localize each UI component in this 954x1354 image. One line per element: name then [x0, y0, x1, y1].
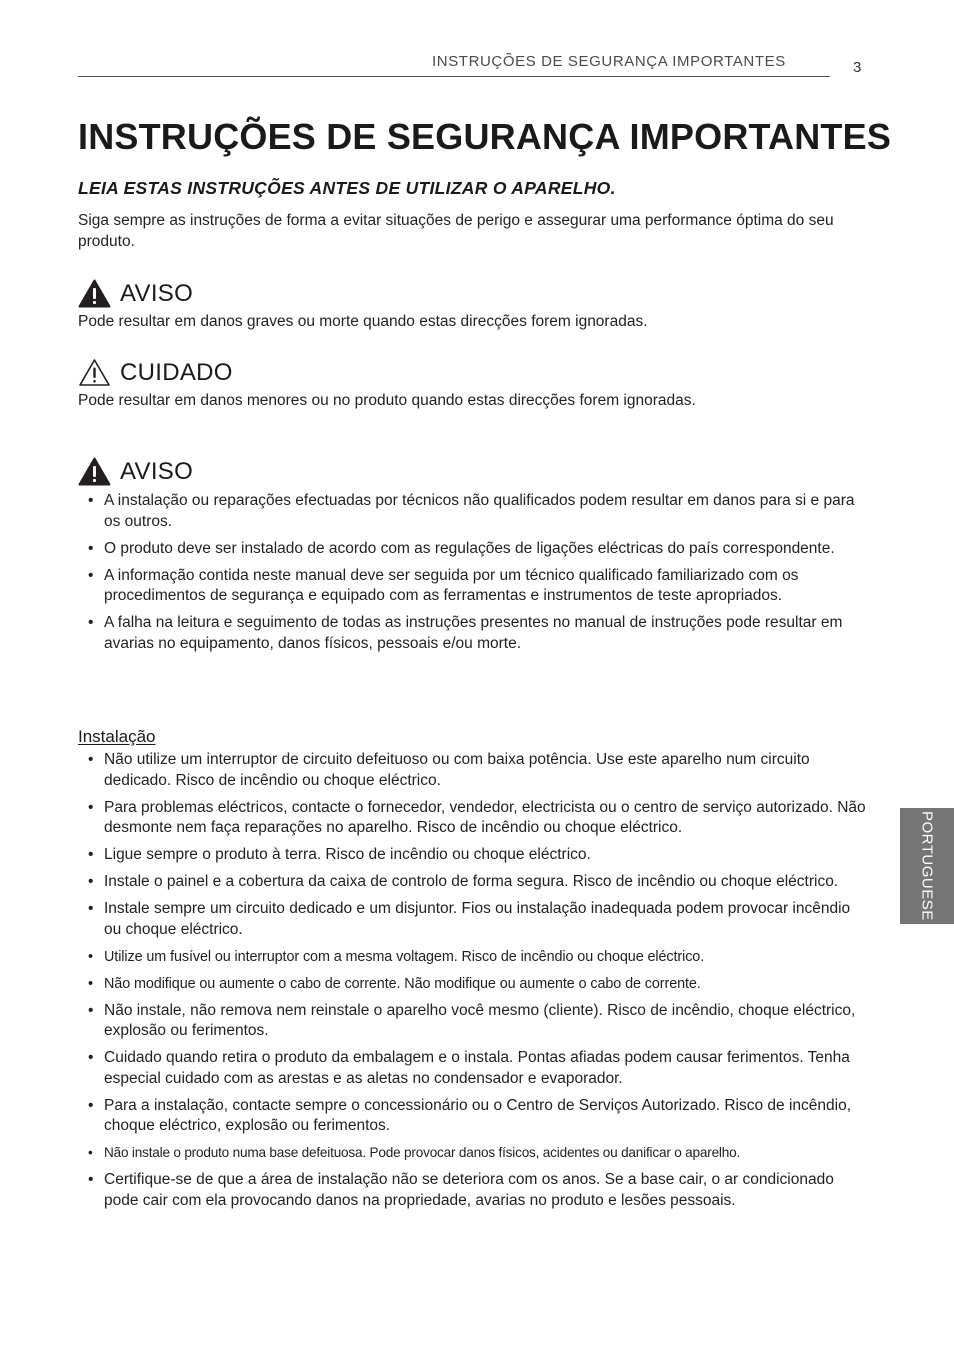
list-item: • A falha na leitura e seguimento de todas as instruções presentes no manual de instruções pode resultar em avarias no equipamento, danos físicos, pessoais e/ou morte. — [88, 613, 868, 654]
warning-filled-triangle-icon — [78, 457, 111, 486]
legend-warning-text: Pode resultar em danos graves ou morte quando estas direcções forem ignoradas. — [78, 313, 648, 330]
list-item: • Para problemas eléctricos, contacte o fornecedor, vendedor, electricista ou o centro de serviço autorizado. Não desmonte nem faça reparações no aparelho. Risco de incêndio ou choque eléctrico. — [88, 798, 868, 839]
caution-outline-triangle-icon — [78, 358, 111, 387]
warning-section-label: AVISO — [120, 457, 194, 485]
list-item: • Não modifique ou aumente o cabo de corrente. Não modifique ou aumente o cabo de corrente. — [88, 974, 868, 995]
list-item: • Ligue sempre o produto à terra. Risco de incêndio ou choque eléctrico. — [88, 845, 868, 866]
warning-section-heading — [78, 457, 193, 486]
list-item: • Não instale, não remova nem reinstale o aparelho você mesmo (cliente). Risco de incêndio, choque eléctrico, explosão ou ferimentos. — [88, 1001, 868, 1042]
warning-filled-triangle-icon — [78, 279, 111, 308]
header-divider — [78, 76, 830, 77]
page-title: INSTRUÇÕES DE SEGURANÇA IMPORTANTES — [78, 116, 892, 157]
intro-paragraph: Siga sempre as instruções de forma a evitar situações de perigo e assegurar uma performance óptima do seu produto. — [78, 212, 834, 250]
installation-bullet-list — [88, 750, 868, 1218]
language-side-tab — [900, 808, 954, 924]
legend-caution-heading — [78, 358, 233, 387]
list-item: • A instalação ou reparações efectuadas por técnicos não qualificados podem resultar em danos para si e para os outros. — [88, 491, 868, 532]
list-item: • Instale sempre um circuito dedicado e um disjuntor. Fios ou instalação inadequada podem provocar incêndio ou choque eléctrico. — [88, 899, 868, 940]
list-item: • Cuidado quando retira o produto da embalagem e o instala. Pontas afiadas podem causar ferimentos. Tenha especial cuidado com as arestas e as aletas no condensador e evaporador. — [88, 1048, 868, 1089]
legend-caution-label: CUIDADO — [120, 358, 233, 386]
installation-heading: Instalação — [78, 727, 156, 746]
list-item: • Instale o painel e a cobertura da caixa de controlo de forma segura. Risco de incêndio ou choque eléctrico. — [88, 872, 868, 893]
page-number: 3 — [853, 59, 862, 76]
list-item: • A informação contida neste manual deve ser seguida por um técnico qualificado familiarizado com os procedimentos de segurança e equipado com as ferramentas e instrumentos de teste apropriados. — [88, 566, 868, 607]
list-item: • Para a instalação, contacte sempre o concessionário ou o Centro de Serviços Autorizado. Risco de incêndio, choque eléctrico, explosão ou ferimentos. — [88, 1096, 868, 1137]
list-item: • Utilize um fusível ou interruptor com a mesma voltagem. Risco de incêndio ou choque eléctrico. — [88, 947, 868, 968]
warning-bullet-list — [88, 491, 868, 661]
subtitle: LEIA ESTAS INSTRUÇÕES ANTES DE UTILIZAR O APARELHO. — [78, 178, 616, 198]
legend-warning-label: AVISO — [120, 279, 194, 307]
language-tab-label: PORTUGUESE — [918, 811, 936, 921]
list-item: • O produto deve ser instalado de acordo com as regulações de ligações eléctricas do país correspondente. — [88, 539, 868, 560]
list-item: • Certifique-se de que a área de instalação não se deteriora com os anos. Se a base cair, o ar condicionado pode cair com ela provocando danos na propriedade, avarias no produto e lesões pessoais. — [88, 1170, 868, 1211]
running-header: INSTRUÇÕES DE SEGURANÇA IMPORTANTES — [432, 53, 786, 70]
list-item: • Não utilize um interruptor de circuito defeituoso ou com baixa potência. Use este aparelho num circuito dedicado. Risco de incêndio ou choque eléctrico. — [88, 750, 868, 791]
list-item: • Não instale o produto numa base defeituosa. Pode provocar danos físicos, acidentes ou danificar o aparelho. — [88, 1143, 868, 1164]
legend-warning-heading — [78, 279, 193, 308]
legend-caution-text: Pode resultar em danos menores ou no produto quando estas direcções forem ignoradas. — [78, 392, 696, 409]
